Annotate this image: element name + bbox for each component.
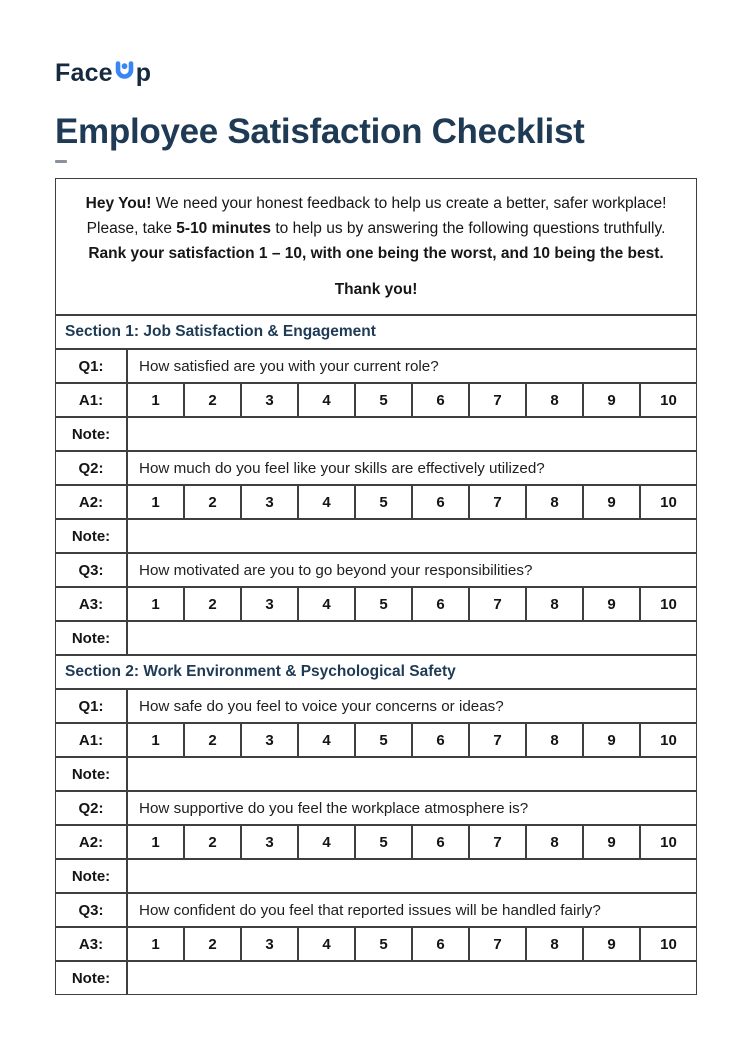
note-row-s1-q2 [55,519,697,553]
scale-cell-s1-q1-6[interactable]: 6 [412,383,469,417]
intro-line [70,216,682,241]
scale-cell-s2-q1-3[interactable]: 3 [241,723,298,757]
section-1-header: Section 1: Job Satisfaction & Engagement [55,315,697,349]
scale-cell-s2-q2-1[interactable]: 1 [127,825,184,859]
question-text-s2-q2: How supportive do you feel the workplace atmosphere is? [127,791,697,825]
answer-label-s2-q1: A1: [55,723,127,757]
scale-cell-s1-q2-4[interactable]: 4 [298,485,355,519]
intro-box [55,178,697,315]
question-row-s1-q1 [55,349,697,383]
faceup-logo [55,58,695,88]
scale-cell-s2-q1-7[interactable]: 7 [469,723,526,757]
scale-cell-s1-q2-6[interactable]: 6 [412,485,469,519]
scale-cell-s2-q1-2[interactable]: 2 [184,723,241,757]
scale-cell-s1-q2-5[interactable]: 5 [355,485,412,519]
scale-cell-s2-q2-2[interactable]: 2 [184,825,241,859]
note-label-s1-q2: Note: [55,519,127,553]
scale-cell-s2-q1-8[interactable]: 8 [526,723,583,757]
scale-cell-s1-q1-7[interactable]: 7 [469,383,526,417]
scale-cell-s2-q3-8[interactable]: 8 [526,927,583,961]
note-input-s2-q1[interactable] [127,757,697,791]
section-header-row [55,655,697,689]
answer-row-s2-q1 [55,723,697,757]
question-text-s1-q2: How much do you feel like your skills are effectively utilized? [127,451,697,485]
intro-line [70,241,682,266]
answer-label-s2-q2: A2: [55,825,127,859]
scale-cell-s1-q3-5[interactable]: 5 [355,587,412,621]
answer-row-s1-q1 [55,383,697,417]
logo-text-face: Face [55,58,113,87]
scale-cell-s2-q2-4[interactable]: 4 [298,825,355,859]
scale-cell-s2-q3-1[interactable]: 1 [127,927,184,961]
scale-cell-s1-q1-1[interactable]: 1 [127,383,184,417]
scale-cell-s1-q2-2[interactable]: 2 [184,485,241,519]
scale-cell-s1-q3-8[interactable]: 8 [526,587,583,621]
intro-line [70,191,682,216]
scale-cell-s2-q3-5[interactable]: 5 [355,927,412,961]
scale-cell-s2-q3-4[interactable]: 4 [298,927,355,961]
scale-cell-s2-q1-5[interactable]: 5 [355,723,412,757]
note-label-s1-q1: Note: [55,417,127,451]
question-row-s1-q2 [55,451,697,485]
note-label-s2-q3: Note: [55,961,127,995]
answer-row-s2-q3 [55,927,697,961]
scale-cell-s1-q1-5[interactable]: 5 [355,383,412,417]
question-text-s2-q3: How confident do you feel that reported issues will be handled fairly? [127,893,697,927]
scale-cell-s1-q3-9[interactable]: 9 [583,587,640,621]
note-row-s2-q1 [55,757,697,791]
question-label-s2-q2: Q2: [55,791,127,825]
scale-cell-s2-q2-6[interactable]: 6 [412,825,469,859]
scale-cell-s2-q1-6[interactable]: 6 [412,723,469,757]
question-label-s2-q1: Q1: [55,689,127,723]
scale-cell-s2-q3-9[interactable]: 9 [583,927,640,961]
page-title: Employee Satisfaction Checklist [55,112,585,151]
scale-cell-s1-q1-10[interactable]: 10 [640,383,697,417]
question-text-s1-q1: How satisfied are you with your current role? [127,349,697,383]
scale-cell-s1-q2-7[interactable]: 7 [469,485,526,519]
scale-cell-s1-q3-6[interactable]: 6 [412,587,469,621]
note-label-s2-q2: Note: [55,859,127,893]
answer-row-s2-q2 [55,825,697,859]
scale-cell-s2-q2-7[interactable]: 7 [469,825,526,859]
question-label-s1-q2: Q2: [55,451,127,485]
scale-cell-s2-q3-3[interactable]: 3 [241,927,298,961]
intro-closing: Thank you! [334,281,418,298]
answer-label-s1-q2: A2: [55,485,127,519]
scale-cell-s2-q2-10[interactable]: 10 [640,825,697,859]
checklist-body [55,178,697,995]
scale-cell-s1-q2-1[interactable]: 1 [127,485,184,519]
scale-cell-s1-q3-10[interactable]: 10 [640,587,697,621]
note-row-s1-q3 [55,621,697,655]
intro-text-segment: Please, take [86,220,177,237]
note-input-s2-q2[interactable] [127,859,697,893]
scale-cell-s1-q1-9[interactable]: 9 [583,383,640,417]
scale-cell-s1-q2-8[interactable]: 8 [526,485,583,519]
scale-cell-s1-q1-2[interactable]: 2 [184,383,241,417]
note-input-s1-q3[interactable] [127,621,697,655]
scale-cell-s2-q2-9[interactable]: 9 [583,825,640,859]
note-row-s2-q2 [55,859,697,893]
scale-cell-s2-q2-3[interactable]: 3 [241,825,298,859]
logo-u-smile-icon [114,57,135,89]
title-dash-mark [55,160,67,163]
checklist-table [55,178,697,995]
scale-cell-s1-q2-9[interactable]: 9 [583,485,640,519]
question-label-s2-q3: Q3: [55,893,127,927]
scale-cell-s2-q1-10[interactable]: 10 [640,723,697,757]
scale-cell-s2-q1-9[interactable]: 9 [583,723,640,757]
question-row-s1-q3 [55,553,697,587]
note-row-s1-q1 [55,417,697,451]
question-text-s1-q3: How motivated are you to go beyond your responsibilities? [127,553,697,587]
question-text-s2-q1: How safe do you feel to voice your concerns or ideas? [127,689,697,723]
intro-row [55,178,697,315]
question-label-s1-q1: Q1: [55,349,127,383]
scale-cell-s1-q1-4[interactable]: 4 [298,383,355,417]
scale-cell-s1-q1-8[interactable]: 8 [526,383,583,417]
scale-cell-s1-q1-3[interactable]: 3 [241,383,298,417]
answer-label-s1-q3: A3: [55,587,127,621]
intro-text-segment: Rank your satisfaction 1 – 10, with one being the worst, and 10 being the best. [88,245,664,262]
section-2-header: Section 2: Work Environment & Psychological Safety [55,655,697,689]
intro-text-segment: 5-10 minutes [176,220,272,237]
scale-cell-s1-q3-3[interactable]: 3 [241,587,298,621]
scale-cell-s2-q3-10[interactable]: 10 [640,927,697,961]
question-row-s2-q1 [55,689,697,723]
scale-cell-s1-q2-3[interactable]: 3 [241,485,298,519]
answer-label-s1-q1: A1: [55,383,127,417]
scale-cell-s1-q3-7[interactable]: 7 [469,587,526,621]
note-row-s2-q3 [55,961,697,995]
scale-cell-s2-q3-2[interactable]: 2 [184,927,241,961]
scale-cell-s2-q3-7[interactable]: 7 [469,927,526,961]
note-input-s1-q1[interactable] [127,417,697,451]
intro-paragraph [70,191,682,266]
intro-text-segment: Hey You! [85,195,152,212]
scale-cell-s2-q1-1[interactable]: 1 [127,723,184,757]
question-row-s2-q2 [55,791,697,825]
answer-row-s1-q3 [55,587,697,621]
scale-cell-s1-q3-2[interactable]: 2 [184,587,241,621]
note-label-s2-q1: Note: [55,757,127,791]
scale-cell-s1-q3-1[interactable]: 1 [127,587,184,621]
scale-cell-s2-q2-8[interactable]: 8 [526,825,583,859]
scale-cell-s2-q2-5[interactable]: 5 [355,825,412,859]
question-row-s2-q3 [55,893,697,927]
note-input-s1-q2[interactable] [127,519,697,553]
answer-row-s1-q2 [55,485,697,519]
intro-text-segment: to help us by answering the following questions truthfully. [271,220,666,237]
question-label-s1-q3: Q3: [55,553,127,587]
note-label-s1-q3: Note: [55,621,127,655]
answer-label-s2-q3: A3: [55,927,127,961]
scale-cell-s2-q3-6[interactable]: 6 [412,927,469,961]
scale-cell-s1-q3-4[interactable]: 4 [298,587,355,621]
note-input-s2-q3[interactable] [127,961,697,995]
section-header-row [55,315,697,349]
scale-cell-s1-q2-10[interactable]: 10 [640,485,697,519]
scale-cell-s2-q1-4[interactable]: 4 [298,723,355,757]
intro-text-segment: We need your honest feedback to help us create a better, safer workplace! [151,195,667,212]
logo-text-p: p [135,58,152,87]
